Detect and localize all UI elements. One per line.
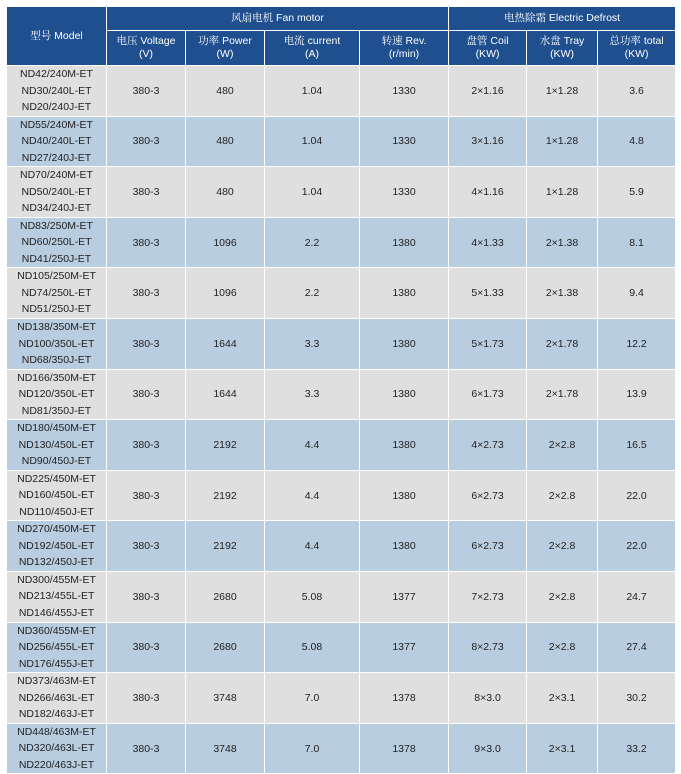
model-name: ND192/450L-ET <box>18 539 95 552</box>
coil-cell: 6×2.73 <box>449 470 527 521</box>
model-cell <box>7 369 107 420</box>
model-name: ND160/450L-ET <box>18 489 95 502</box>
model-name: ND266/463L-ET <box>18 691 95 704</box>
table-row <box>7 318 676 369</box>
coil-cell: 2×1.16 <box>449 66 527 117</box>
table-row <box>7 116 676 167</box>
voltage-cell: 380-3 <box>107 723 186 774</box>
coil-cell: 8×2.73 <box>449 622 527 673</box>
total-cell: 4.8 <box>598 116 676 167</box>
tray-cell: 2×2.8 <box>527 622 598 673</box>
header-electric-defrost: 电热除霜 Electric Defrost <box>449 7 676 31</box>
model-name: ND68/350J-ET <box>21 354 92 367</box>
tray-cell: 2×1.38 <box>527 268 598 319</box>
voltage-cell: 380-3 <box>107 167 186 218</box>
total-cell: 3.6 <box>598 66 676 117</box>
total-cell: 9.4 <box>598 268 676 319</box>
total-cell: 22.0 <box>598 521 676 572</box>
current-cell: 4.4 <box>265 470 360 521</box>
current-cell: 5.08 <box>265 571 360 622</box>
rev-cell: 1380 <box>360 217 449 268</box>
total-cell: 24.7 <box>598 571 676 622</box>
model-name: ND60/250L-ET <box>21 236 92 249</box>
tray-cell: 2×2.8 <box>527 420 598 471</box>
voltage-cell: 380-3 <box>107 521 186 572</box>
voltage-cell: 380-3 <box>107 420 186 471</box>
table-row <box>7 420 676 471</box>
current-cell: 4.4 <box>265 420 360 471</box>
voltage-cell: 380-3 <box>107 673 186 724</box>
current-cell: 7.0 <box>265 673 360 724</box>
model-name: ND27/240J-ET <box>21 151 92 164</box>
power-cell: 2192 <box>186 470 265 521</box>
model-name: ND51/250J-ET <box>21 303 92 316</box>
model-name: ND360/455M-ET <box>17 624 96 637</box>
model-name: ND146/455J-ET <box>18 606 95 619</box>
total-cell: 5.9 <box>598 167 676 218</box>
model-name: ND320/463L-ET <box>18 742 95 755</box>
voltage-cell: 380-3 <box>107 116 186 167</box>
model-cell <box>7 167 107 218</box>
model-cell <box>7 470 107 521</box>
model-name: ND90/450J-ET <box>21 455 92 468</box>
voltage-cell: 380-3 <box>107 217 186 268</box>
tray-cell: 2×2.8 <box>527 521 598 572</box>
rev-cell: 1380 <box>360 420 449 471</box>
model-name: ND130/450L-ET <box>18 438 95 451</box>
model-name: ND110/450J-ET <box>19 505 94 518</box>
model-name: ND50/240L-ET <box>21 185 92 198</box>
power-cell: 480 <box>186 167 265 218</box>
model-cell <box>7 318 107 369</box>
model-cell <box>7 673 107 724</box>
power-cell: 2192 <box>186 521 265 572</box>
current-cell: 3.3 <box>265 318 360 369</box>
table-row <box>7 217 676 268</box>
header-current: 电流 current (A) <box>265 31 360 66</box>
model-cell <box>7 268 107 319</box>
model-cell <box>7 66 107 117</box>
model-name: ND40/240L-ET <box>21 135 92 148</box>
model-name: ND225/450M-ET <box>17 472 96 485</box>
model-name: ND166/350M-ET <box>17 371 96 384</box>
table-row <box>7 521 676 572</box>
table-row <box>7 369 676 420</box>
tray-cell: 1×1.28 <box>527 167 598 218</box>
total-cell: 22.0 <box>598 470 676 521</box>
model-name: ND100/350L-ET <box>18 337 95 350</box>
current-cell: 7.0 <box>265 723 360 774</box>
table-row <box>7 268 676 319</box>
model-cell <box>7 723 107 774</box>
model-name: ND373/463M-ET <box>17 675 96 688</box>
power-cell: 480 <box>186 116 265 167</box>
model-name: ND81/350J-ET <box>21 404 92 417</box>
table-row <box>7 723 676 774</box>
model-name: ND220/463J-ET <box>18 758 95 771</box>
current-cell: 1.04 <box>265 116 360 167</box>
voltage-cell: 380-3 <box>107 470 186 521</box>
tray-cell: 2×1.78 <box>527 369 598 420</box>
voltage-cell: 380-3 <box>107 268 186 319</box>
model-name: ND132/450J-ET <box>18 556 95 569</box>
power-cell: 1644 <box>186 369 265 420</box>
power-cell: 2192 <box>186 420 265 471</box>
current-cell: 3.3 <box>265 369 360 420</box>
current-cell: 4.4 <box>265 521 360 572</box>
model-name: ND42/240M-ET <box>20 68 93 81</box>
rev-cell: 1330 <box>360 66 449 117</box>
coil-cell: 4×2.73 <box>449 420 527 471</box>
rev-cell: 1380 <box>360 268 449 319</box>
table-row <box>7 571 676 622</box>
voltage-cell: 380-3 <box>107 622 186 673</box>
rev-cell: 1330 <box>360 167 449 218</box>
model-name: ND180/450M-ET <box>17 422 96 435</box>
model-cell <box>7 116 107 167</box>
model-cell <box>7 217 107 268</box>
table-body <box>7 66 676 774</box>
header-rev: 转速 Rev. (r/min) <box>360 31 449 66</box>
model-name: ND83/250M-ET <box>20 219 93 232</box>
tray-cell: 1×1.28 <box>527 116 598 167</box>
voltage-cell: 380-3 <box>107 66 186 117</box>
header-fan-motor: 风扇电机 Fan motor <box>107 7 449 31</box>
total-cell: 16.5 <box>598 420 676 471</box>
model-name: ND105/250M-ET <box>17 270 96 283</box>
header-voltage: 电压 Voltage (V) <box>107 31 186 66</box>
header-coil: 盘管 Coil (KW) <box>449 31 527 66</box>
model-name: ND41/250J-ET <box>21 252 92 265</box>
model-name: ND138/350M-ET <box>17 321 96 334</box>
header-tray: 水盘 Tray (KW) <box>527 31 598 66</box>
rev-cell: 1378 <box>360 673 449 724</box>
current-cell: 1.04 <box>265 66 360 117</box>
total-cell: 8.1 <box>598 217 676 268</box>
power-cell: 480 <box>186 66 265 117</box>
power-cell: 3748 <box>186 673 265 724</box>
model-name: ND55/240M-ET <box>20 118 93 131</box>
coil-cell: 7×2.73 <box>449 571 527 622</box>
coil-cell: 8×3.0 <box>449 673 527 724</box>
rev-cell: 1380 <box>360 470 449 521</box>
model-cell <box>7 622 107 673</box>
total-cell: 12.2 <box>598 318 676 369</box>
total-cell: 30.2 <box>598 673 676 724</box>
rev-cell: 1378 <box>360 723 449 774</box>
table-row <box>7 470 676 521</box>
coil-cell: 3×1.16 <box>449 116 527 167</box>
current-cell: 1.04 <box>265 167 360 218</box>
total-cell: 33.2 <box>598 723 676 774</box>
model-name: ND34/240J-ET <box>21 202 92 215</box>
model-cell <box>7 521 107 572</box>
rev-cell: 1380 <box>360 521 449 572</box>
rev-cell: 1377 <box>360 622 449 673</box>
header-total: 总功率 total (KW) <box>598 31 676 66</box>
coil-cell: 5×1.33 <box>449 268 527 319</box>
tray-cell: 2×1.38 <box>527 217 598 268</box>
tray-cell: 2×2.8 <box>527 571 598 622</box>
coil-cell: 4×1.16 <box>449 167 527 218</box>
coil-cell: 5×1.73 <box>449 318 527 369</box>
voltage-cell: 380-3 <box>107 571 186 622</box>
header-model: 型号 Model <box>7 7 107 66</box>
power-cell: 1096 <box>186 217 265 268</box>
model-name: ND74/250L-ET <box>21 286 92 299</box>
spec-table <box>6 6 676 774</box>
coil-cell: 6×1.73 <box>449 369 527 420</box>
total-cell: 13.9 <box>598 369 676 420</box>
total-cell: 27.4 <box>598 622 676 673</box>
power-cell: 1644 <box>186 318 265 369</box>
power-cell: 1096 <box>186 268 265 319</box>
model-name: ND448/463M-ET <box>17 725 96 738</box>
tray-cell: 2×3.1 <box>527 723 598 774</box>
table-row <box>7 66 676 117</box>
current-cell: 2.2 <box>265 268 360 319</box>
rev-cell: 1380 <box>360 369 449 420</box>
model-name: ND213/455L-ET <box>18 590 95 603</box>
coil-cell: 4×1.33 <box>449 217 527 268</box>
current-cell: 5.08 <box>265 622 360 673</box>
table-row <box>7 673 676 724</box>
coil-cell: 9×3.0 <box>449 723 527 774</box>
rev-cell: 1330 <box>360 116 449 167</box>
voltage-cell: 380-3 <box>107 318 186 369</box>
model-name: ND120/350L-ET <box>18 388 95 401</box>
model-name: ND300/455M-ET <box>17 573 96 586</box>
rev-cell: 1380 <box>360 318 449 369</box>
model-cell <box>7 420 107 471</box>
power-cell: 3748 <box>186 723 265 774</box>
coil-cell: 6×2.73 <box>449 521 527 572</box>
header-power: 功率 Power (W) <box>186 31 265 66</box>
model-cell <box>7 571 107 622</box>
model-name: ND256/455L-ET <box>18 641 95 654</box>
model-name: ND70/240M-ET <box>20 169 93 182</box>
power-cell: 2680 <box>186 571 265 622</box>
model-name: ND182/463J-ET <box>18 708 95 721</box>
model-name: ND270/450M-ET <box>17 523 96 536</box>
table-row <box>7 167 676 218</box>
tray-cell: 1×1.28 <box>527 66 598 117</box>
voltage-cell: 380-3 <box>107 369 186 420</box>
rev-cell: 1377 <box>360 571 449 622</box>
model-name: ND176/455J-ET <box>18 657 95 670</box>
model-name: ND20/240J-ET <box>21 101 92 114</box>
power-cell: 2680 <box>186 622 265 673</box>
tray-cell: 2×3.1 <box>527 673 598 724</box>
current-cell: 2.2 <box>265 217 360 268</box>
table-row <box>7 622 676 673</box>
tray-cell: 2×1.78 <box>527 318 598 369</box>
model-name: ND30/240L-ET <box>21 84 92 97</box>
tray-cell: 2×2.8 <box>527 470 598 521</box>
